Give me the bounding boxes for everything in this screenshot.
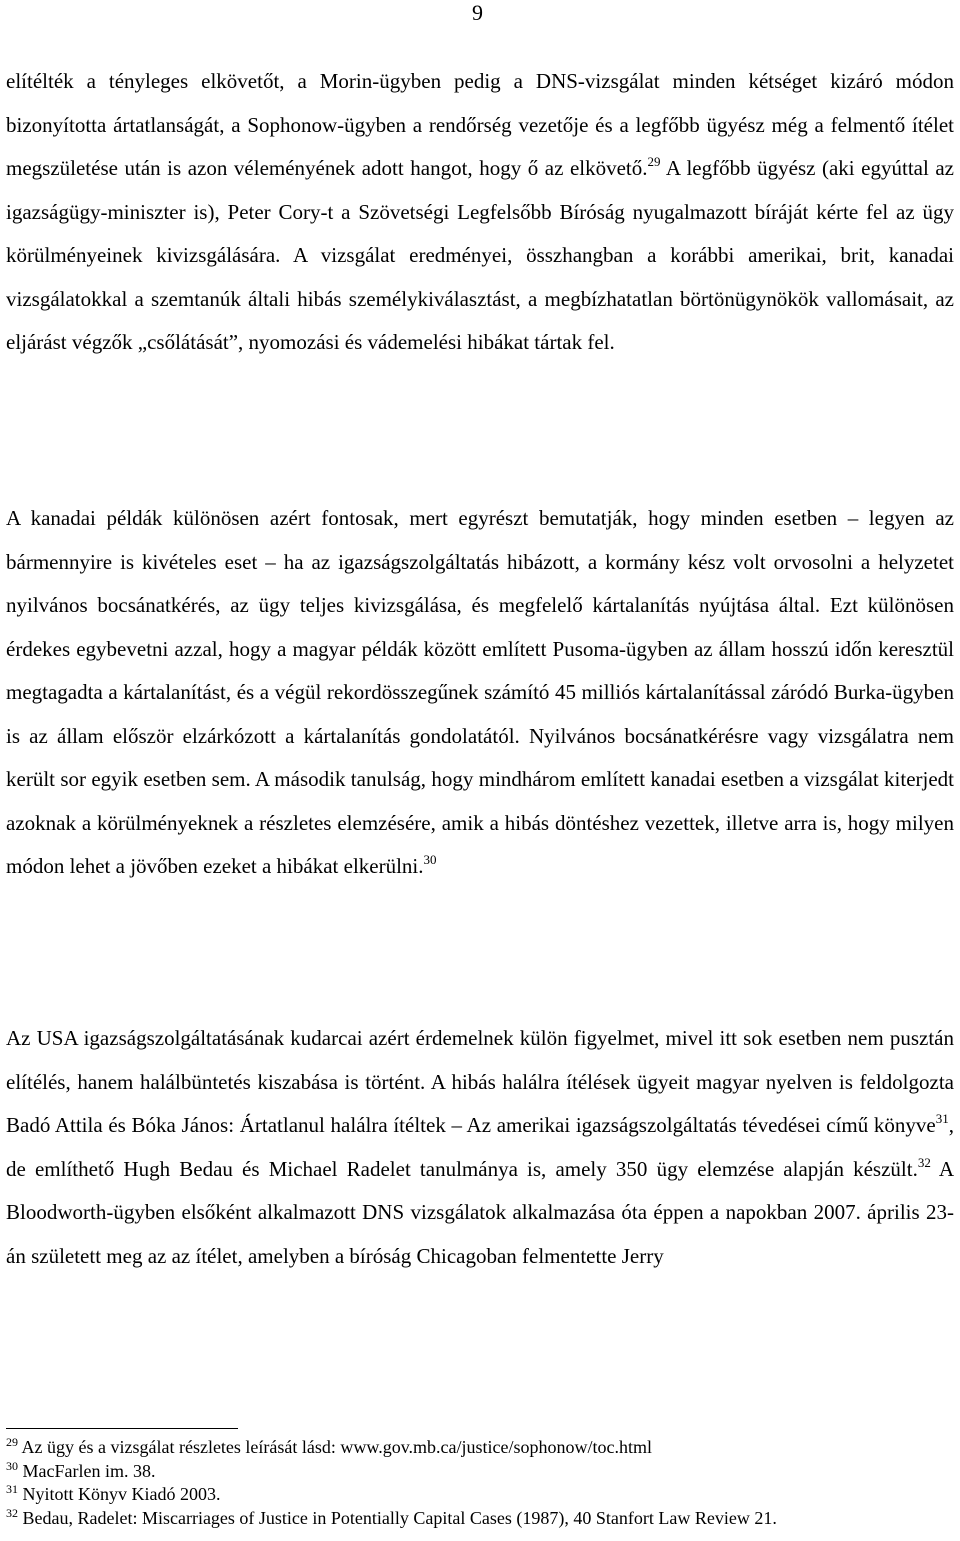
footnote-ref-29[interactable]: 29 [647,154,661,169]
footnote-number: 30 [6,1458,18,1473]
footnote-text: MacFarlen im. 38. [22,1460,156,1481]
paragraph-text: A kanadai példák különösen azért fontosak, mert egyrészt bemutatják, hogy minden esetben – legyen az bármennyire is kivételes eset – ha az igazságszolgáltatás hibázott, a kormány kész volt orvosolni a helyzetet nyilvános bocsánatkérés, az ügy teljes kivizsgálása, és megfelelő kártalanítás nyújtása által. Ezt különösen érdekes egybevetni azzal, hogy a magyar példák között említett Pusoma-ügyben az állam hosszú időn keresztül megtagadta a kártalanítást, és a végül rekordösszegűnek számító 45 milliós kártalanítással záródó Burka-ügyben is az állam először elzárkózott a kártalanítás gondolatától. Nyilvános bocsánatkérésre vagy vizsgálatra nem került sor egyik esetben sem. A második tanulság, hogy mindhárom említett kanadai esetben a vizsgálat kiterjedt azoknak a körülményeknek a részletes elemzésére, amik a hibás döntéshez vezettek, illetve arra is, hogy milyen módon lehet a jövőben ezeket a hibákat elkerülni. [6,506,954,878]
footnote-32 [6,1507,954,1531]
footnote-29 [6,1436,954,1460]
paragraph-2 [6,497,954,889]
footnote-number: 32 [6,1505,18,1520]
paragraph-1 [6,60,954,365]
paragraph-3 [6,1017,954,1278]
page-number: 9 [472,0,483,25]
footnotes [6,1436,954,1530]
paragraph-text: A legfőbb ügyész (aki egyúttal az igazságügy-miniszter is), Peter Cory-t a Szövetségi Legfelsőbb Bíróság nyugalmazott bíráját kérte fel az ügy körülményeinek kivizsgálására. A vizsgálat eredményei, összhangban a korábbi amerikai, brit, kanadai vizsgálatokkal a szemtanúk általi hibás személykiválasztást, a megbízhatatlan börtönügynökök vallomásait, az eljárást végzők „csőlátását”, nyomozási és vádemelési hibákat tártak fel. [6,156,954,354]
footnote-number: 31 [6,1482,18,1496]
footnote-number: 29 [6,1435,18,1449]
footnote-ref-30[interactable]: 30 [423,852,437,867]
footnote-ref-31[interactable]: 31 [935,1111,949,1126]
footnote-text: Nyitott Könyv Kiadó 2003. [22,1484,221,1504]
paragraph-text: A Bloodworth-ügyben elsőként alkalmazott DNS vizsgálatok alkalmazása óta éppen a napokban 2007. április 23-án született meg az az ítélet, amelyben a bíróság Chicagoban felmentette Jerry [6,1156,954,1268]
paragraph-text: elítélték a tényleges elkövetőt, a Morin-ügyben pedig a DNS-vizsgálat minden kétséget kizáró módon bizonyította ártatlanságát, a Sophonow-ügyben a rendőrség vezetője és a legfőbb ügyész még a felmentő ítélet megszületése után is azon véleményének adott hangot, hogy ő az elkövető. [6,69,954,180]
footnote-text: Az ügy és a vizsgálat részletes leírását lásd: www.gov.mb.ca/justice/sophonow/toc.html [21,1437,653,1457]
footnote-text: Bedau, Radelet: Miscarriages of Justice in Potentially Capital Cases (1987), 40 Stanfort Law Review 21. [22,1507,777,1528]
footnote-31 [6,1483,954,1507]
paragraph-text: , de említhető Hugh Bedau és Michael Radelet tanulmánya is, amely 350 ügy elemzése alapján készült. [6,1113,954,1181]
footnote-ref-32[interactable]: 32 [917,1154,931,1170]
footnote-30 [6,1460,954,1484]
paragraph-text: Az USA igazságszolgáltatásának kudarcai azért érdemelnek külön figyelmet, mivel itt sok esetben nem pusztán elítélés, hanem halálbüntetés kiszabása is történt. A hibás halálra ítélések ügyeit magyar nyelven is feldolgozta Badó Attila és Bóka János: Ártatlanul halálra ítéltek – Az amerikai igazságszolgáltatás tévedései című könyve [6,1026,954,1137]
footnote-separator [6,1428,238,1429]
